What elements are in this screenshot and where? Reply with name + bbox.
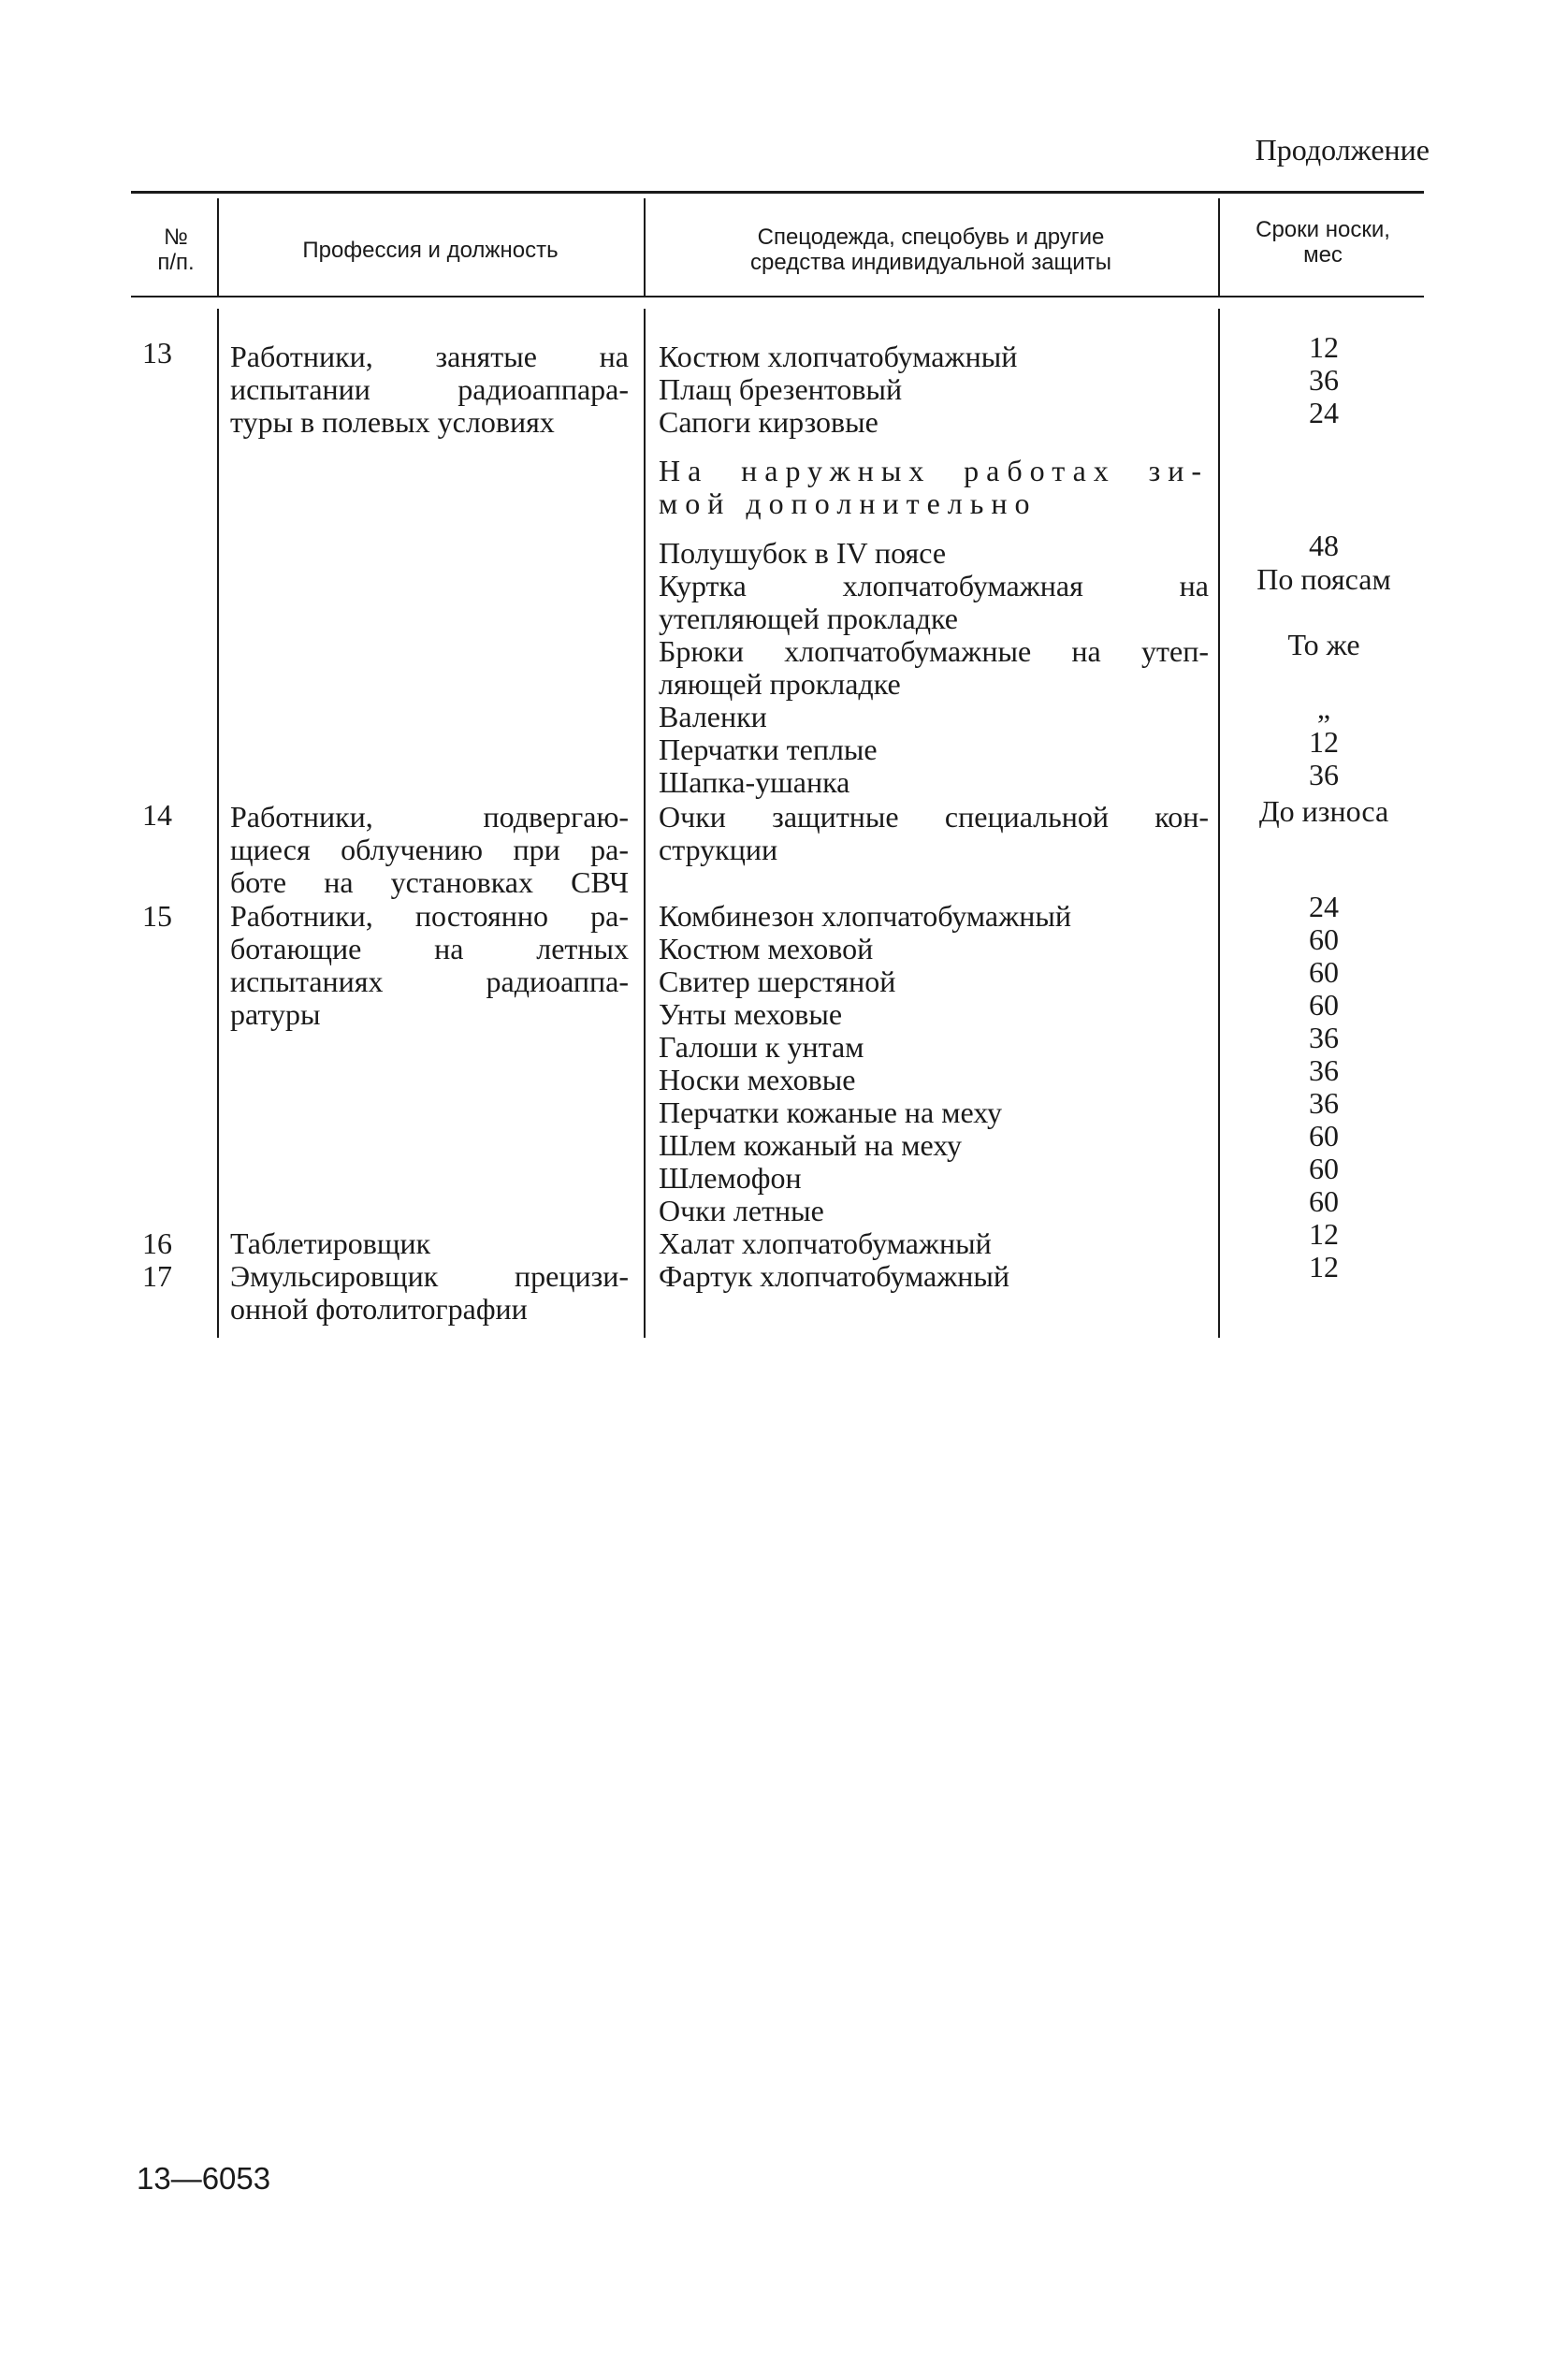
header-profession: Профессия и должность (302, 238, 559, 263)
wear-term: 36 (1309, 1053, 1339, 1087)
equipment-item: Сапоги кирзовые (659, 405, 878, 439)
wear-term: 12 (1309, 330, 1339, 364)
row-number: 15 (142, 899, 172, 933)
header-term-line: Сроки носки, (1256, 217, 1390, 242)
wear-term: По поясам (1256, 562, 1391, 596)
header-equipment-line: средства индивидуальной защиты (750, 250, 1111, 275)
equipment-item: Полушубок в IV поясе (659, 536, 947, 570)
wear-term: 48 (1309, 529, 1339, 562)
profession-line: Работники, подвергаю- (230, 800, 629, 834)
header-num (140, 225, 211, 275)
equipment-item: Костюм хлопчатобумажный (659, 340, 1018, 373)
footer-signature: 13—6053 (137, 2161, 271, 2196)
wear-term: 24 (1309, 396, 1339, 429)
row-number: 16 (142, 1226, 172, 1260)
equipment-item: Валенки (659, 700, 767, 733)
equipment-item: Галоши к унтам (659, 1030, 864, 1064)
column-divider-3 (1218, 309, 1220, 1338)
equipment-item: Носки меховые (659, 1063, 856, 1096)
column-divider-3 (1218, 198, 1220, 296)
row-number: 14 (142, 798, 172, 832)
wear-term: 12 (1309, 1250, 1339, 1284)
wear-term: 24 (1309, 890, 1339, 923)
table-header-rule (131, 296, 1424, 297)
column-divider-1 (217, 198, 219, 296)
equipment-item: струкции (659, 833, 778, 866)
profession-line: боте на установках СВЧ (230, 865, 629, 899)
equipment-item: Унты меховые (659, 997, 843, 1031)
profession-line: туры в полевых условиях (230, 405, 555, 439)
header-equipment (649, 225, 1212, 275)
equipment-item: Брюки хлопчатобумажные на утеп- (659, 634, 1209, 668)
wear-term: 60 (1309, 1119, 1339, 1153)
equipment-item: Плащ брезентовый (659, 372, 903, 406)
header-num-line: № (164, 225, 188, 250)
wear-term: 36 (1309, 363, 1339, 397)
equipment-item: Свитер шерстяной (659, 964, 896, 998)
column-divider-2 (644, 309, 646, 1338)
wear-term: 60 (1309, 988, 1339, 1022)
row-number: 17 (142, 1259, 172, 1293)
profession-line: онной фотолитографии (230, 1292, 528, 1326)
profession-line: Работники, постоянно ра- (230, 899, 629, 933)
column-divider-2 (644, 198, 646, 296)
row-number: 13 (142, 336, 172, 370)
profession-line: Эмульсировщик прецизи- (230, 1259, 629, 1293)
equipment-item: Комбинезон хлопчатобумажный (659, 899, 1071, 933)
header-num-line: п/п. (157, 250, 195, 275)
equipment-item: ляющей прокладке (659, 667, 901, 701)
profession-line: Таблетировщик (230, 1226, 431, 1260)
header-term-line: мес (1303, 242, 1343, 268)
section-note: На наружных работах зи- (659, 454, 1209, 487)
wear-term: 36 (1309, 1021, 1339, 1054)
wear-term: До износа (1258, 794, 1389, 828)
equipment-item: Халат хлопчатобумажный (659, 1226, 992, 1260)
wear-term: 36 (1309, 758, 1339, 791)
wear-term: 60 (1309, 922, 1339, 956)
equipment-item: Фартук хлопчатобумажный (659, 1259, 1010, 1293)
profession-line: ботающие на летных (230, 932, 629, 965)
profession-line: испытании радиоаппара- (230, 372, 629, 406)
wear-term: 12 (1309, 725, 1339, 759)
equipment-item: Шлем кожаный на меху (659, 1128, 963, 1162)
table-top-rule (131, 191, 1424, 194)
wear-term: 36 (1309, 1086, 1339, 1120)
wear-term: 60 (1309, 955, 1339, 989)
profession-line: Работники, занятые на (230, 340, 629, 373)
continuation-label: Продолжение (1255, 133, 1430, 167)
equipment-item: Перчатки теплые (659, 732, 878, 766)
wear-term: То же (1287, 628, 1360, 661)
equipment-item: Костюм меховой (659, 932, 874, 965)
section-note: мой дополнительно (659, 486, 1038, 520)
equipment-item: Очки летные (659, 1194, 824, 1227)
wear-term: „ (1316, 691, 1331, 725)
profession-line: щиеся облучению при ра- (230, 833, 629, 866)
equipment-item: утепляющей прокладке (659, 602, 958, 635)
header-term (1222, 217, 1424, 268)
equipment-item: Шапка-ушанка (659, 765, 850, 799)
equipment-item: Куртка хлопчатобумажная на (659, 569, 1209, 602)
wear-term: 60 (1309, 1152, 1339, 1185)
equipment-item: Шлемофон (659, 1161, 802, 1195)
column-divider-1 (217, 309, 219, 1338)
equipment-item: Перчатки кожаные на меху (659, 1095, 1003, 1129)
header-equipment-line: Спецодежда, спецобувь и другие (757, 225, 1105, 250)
wear-term: 60 (1309, 1184, 1339, 1218)
wear-term: 12 (1309, 1217, 1339, 1251)
equipment-item: Очки защитные специальной кон- (659, 800, 1209, 834)
profession-line: испытаниях радиоаппа- (230, 964, 629, 998)
profession-line: ратуры (230, 997, 321, 1031)
